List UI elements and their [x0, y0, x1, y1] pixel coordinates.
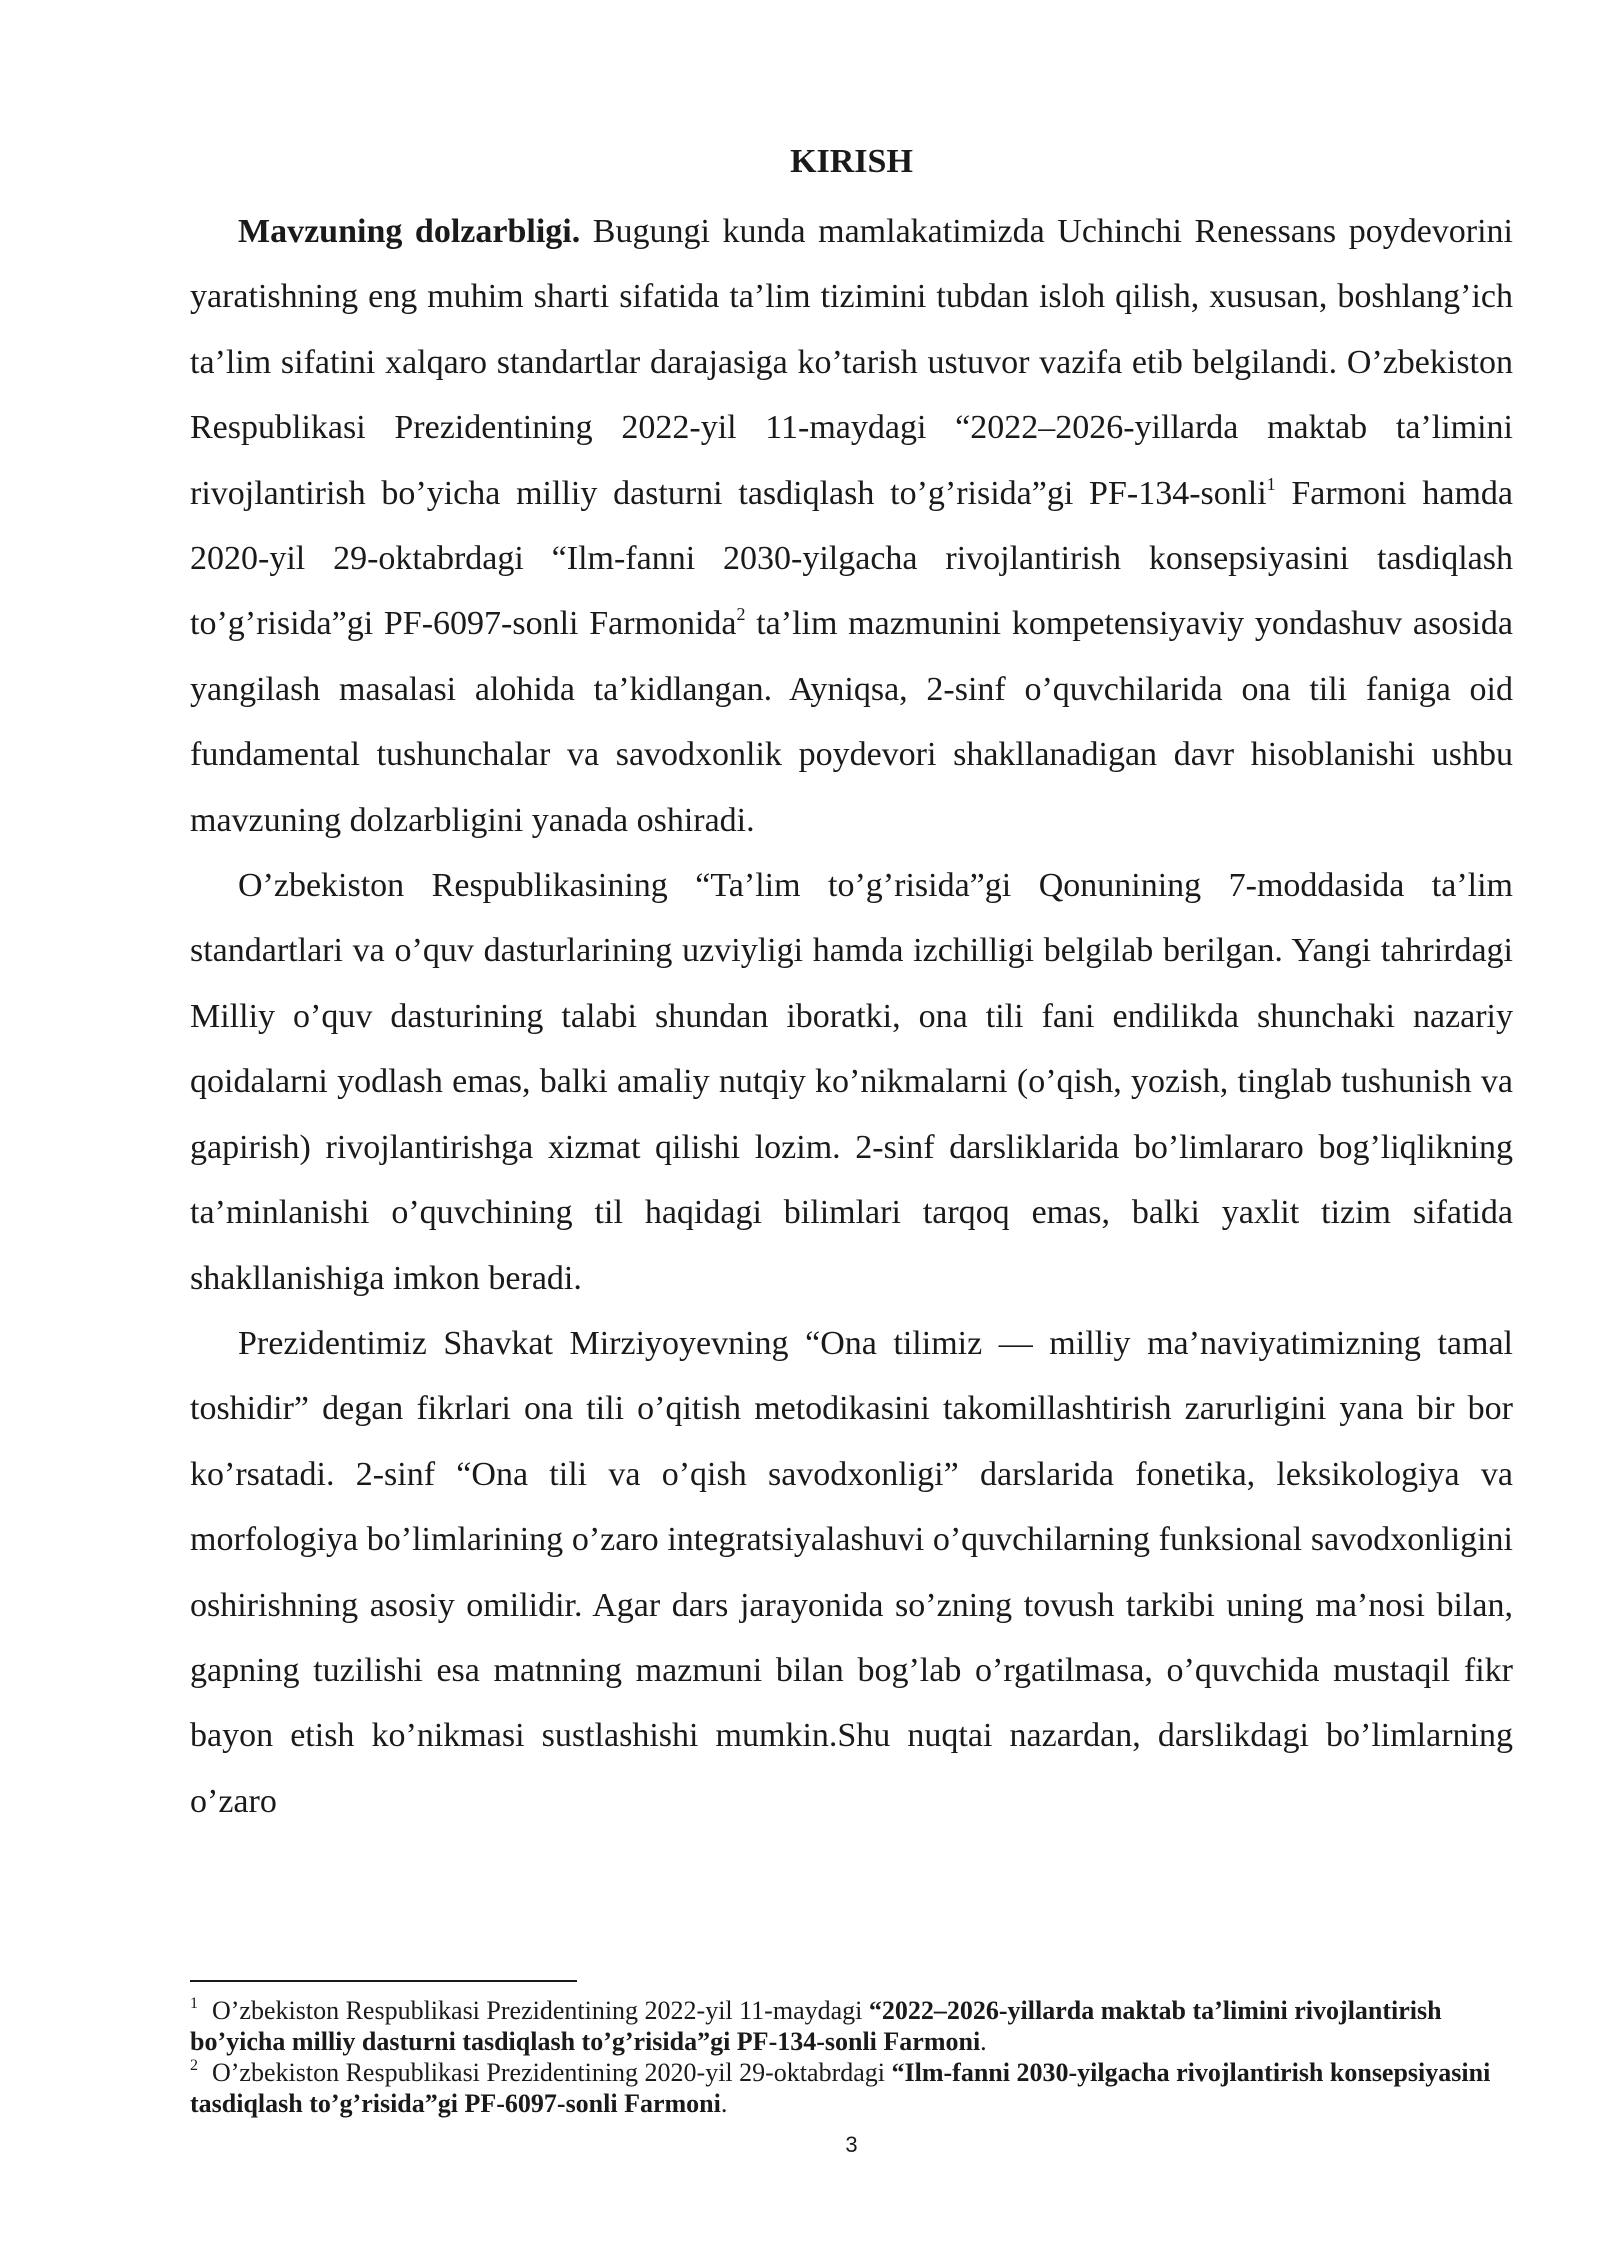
paragraph-president: Prezidentimiz Shavkat Mirziyoyevning “Ona tilimiz — milliy ma’naviyatimizning tamal toshidir” degan fikrlari ona tili o’qitish metodikasini takomillashtirish zarurligini yana bir bor ko’rsatadi. 2-sinf “Ona tili va o’qish savodxonligi” darslarida fonetika, leksikologiya va morfologiya bo’limlarining o’zaro integratsiyalashuvi o’quvchilarning funksional savodxonligini oshirishning asosiy omilidir. Agar dars jarayonida so’zning tovush tarkibi uning ma’nosi bilan, gapning tuzilishi esa matnning mazmuni bilan bog’lab o’rgatilmasa, o’quvchida mustaqil fikr bayon etish ko’nikmasi sustlashishi mumkin.Shu nuqtai nazardan, darslikdagi bo’limlarning o’zaro [190, 1324, 1513, 1820]
footnote-text: O’zbekiston Respublikasi Prezidentining 2022-yil 11-maydagi [212, 1996, 869, 2025]
page-number: 3 [845, 2132, 858, 2157]
footnote-ref-2[interactable]: 2 [736, 604, 746, 625]
paragraph-text: ta’lim mazmunini kompetensiyaviy yondashuv asosida yangilash masalasi alohida ta’kidlangan. Ayniqsa, 2-sinf o’quvchilarida ona tili faniga oid fundamental tushunchalar va savodxonlik poydevori shakllanadigan davr hisoblanishi ushbu mavzuning dolzarbligini yanada oshiradi. [190, 605, 1513, 839]
footnote-end: . [980, 2027, 987, 2056]
section-heading: KIRISH [790, 143, 913, 180]
paragraph-relevance [190, 199, 1513, 853]
footnote-text: O’zbekiston Respublikasi Prezidentining 2020-yil 29-oktabrdagi [212, 2058, 892, 2087]
footnote-ref-1[interactable]: 1 [1266, 473, 1276, 494]
footnotes [190, 1995, 1513, 2119]
footnote-marker: 2 [190, 2057, 198, 2074]
footnote-separator [190, 1980, 577, 1982]
footnote-1 [190, 1995, 1513, 2057]
footnote-marker: 1 [190, 1995, 198, 2012]
paragraph-text: Bugungi kunda mamlakatimizda Uchinchi Renessans poydevorini yaratishning eng muhim sharti sifatida ta’lim tizimini tubdan isloh qilish, xususan, boshlang’ich ta’lim sifatini xalqaro standartlar darajasiga ko’tarish ustuvor vazifa etib belgilandi. O’zbekiston Respublikasi Prezidentining 2022-yil 11-maydagi “2022–2026-yillarda maktab ta’limini rivojlantirish bo’yicha milliy dasturni tasdiqlash to’g’risida”gi PF-134-sonli [190, 213, 1514, 512]
footnote-bold-text: “Ilm-fanni 2030-yilgacha rivojlantirish konsepsiyasini tasdiqlash to’g’risida”gi PF-6097-sonli Farmoni [190, 2058, 1491, 2118]
footnote-bold-text: “2022–2026-yillarda maktab ta’limini rivojlantirish bo’yicha milliy dasturni tasdiqlash to’g’risida”gi PF-134-sonli Farmoni [190, 1996, 1442, 2056]
footnote-end: . [720, 2089, 728, 2118]
paragraph-law: O’zbekiston Respublikasining “Ta’lim to’g’risida”gi Qonunining 7-moddasida ta’lim standartlari va o’quv dasturlarining uzviyligi hamda izchilligi belgilab berilgan. Yangi tahrirdagi Milliy o’quv dasturining talabi shundan iboratki, ona tili fani endilikda shunchaki nazariy qoidalarni yodlash emas, balki amaliy nutqiy ko’nikmalarni (o’qish, yozish, tinglab tushunish va gapirish) rivojlantirishga xizmat qilishi lozim. 2-sinf darsliklarida bo’limlararo bog’liqlikning ta’minlanishi o’quvchining til haqidagi bilimlari tarqoq emas, balki yaxlit tizim sifatida shakllanishiga imkon beradi. [190, 867, 1513, 1297]
footnote-2 [190, 2057, 1513, 2119]
paragraph-text: Farmoni hamda 2020-yil 29-oktabrdagi “Ilm-fanni 2030-yilgacha rivojlantirish konsepsiyasini tasdiqlash to’g’risida”gi PF-6097-sonli Farmonida [190, 474, 1513, 643]
paragraph-lead: Mavzuning dolzarbligi. [238, 213, 581, 250]
body-text [190, 199, 1513, 1834]
